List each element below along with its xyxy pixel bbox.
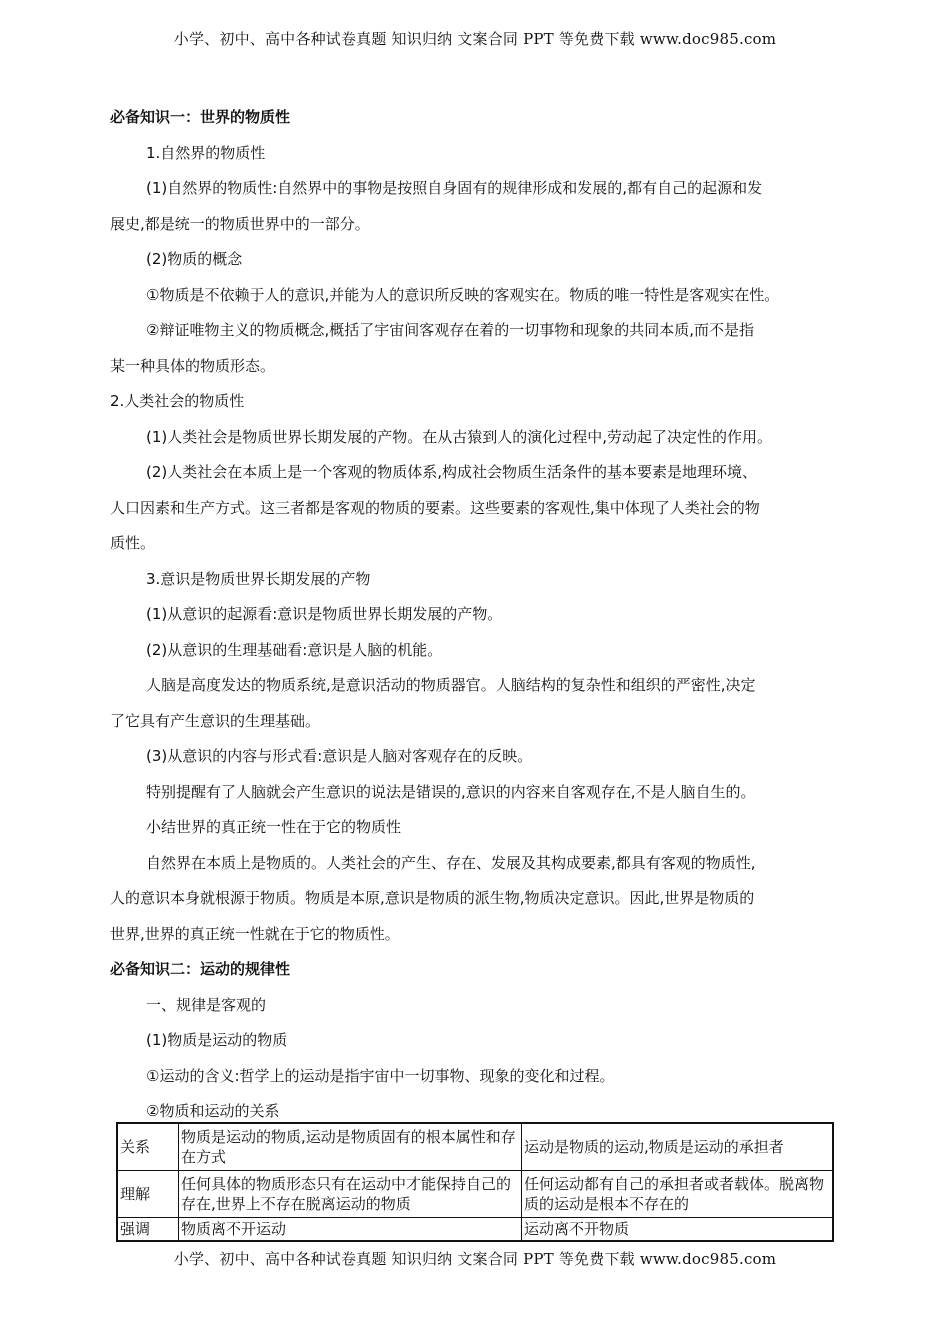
matter-motion-table [116,1122,834,1242]
table-cell-key: 关系 [117,1123,179,1171]
table-cell: 运动是物质的运动,物质是运动的承担者 [522,1123,834,1171]
paragraph-line: 了它具有产生意识的生理基础。 [110,711,321,730]
paragraph-line: 人脑是高度发达的物质系统,是意识活动的物质器官。人脑结构的复杂性和组织的严密性,决定 [146,676,756,694]
subheading: 2.人类社会的物质性 [110,392,245,410]
page-header: 小学、初中、高中各种试卷真题 知识归纳 文案合同 PPT 等免费下载 www.doc985.com [173,30,777,48]
page-footer: 小学、初中、高中各种试卷真题 知识归纳 文案合同 PPT 等免费下载 www.doc985.com [173,1250,777,1268]
paragraph-line: ②物质和运动的关系 [146,1102,280,1120]
table-cell: 任何具体的物质形态只有在运动中才能保持自己的存在,世界上不存在脱离运动的物质 [179,1171,522,1218]
paragraph-line: (1)自然界的物质性:自然界中的事物是按照自身固有的规律形成和发展的,都有自己的起源和发 [146,179,763,197]
paragraph-line: (2)从意识的生理基础看:意识是人脑的机能。 [146,640,443,659]
table-cell: 物质离不开运动 [179,1218,522,1242]
paragraph-line: ①物质是不依赖于人的意识,并能为人的意识所反映的客观实在。物质的唯一特性是客观实在性。 [146,285,780,304]
paragraph-line: (1)物质是运动的物质 [146,1031,288,1049]
document-body [110,103,850,1133]
paragraph-line: (2)物质的概念 [146,250,243,268]
table-row [117,1171,833,1218]
table-row [117,1218,833,1242]
paragraph-line: 自然界在本质上是物质的。人类社会的产生、存在、发展及其构成要素,都具有客观的物质性, [146,853,756,872]
table-cell-key: 理解 [117,1171,179,1218]
paragraph-line: (1)从意识的起源看:意识是物质世界长期发展的产物。 [146,605,503,623]
paragraph-line: 小结世界的真正统一性在于它的物质性 [146,818,402,836]
table-cell: 运动离不开物质 [522,1218,834,1242]
section-heading-2: 必备知识二：运动的规律性 [110,960,291,978]
paragraph-line: 特别提醒有了人脑就会产生意识的说法是错误的,意识的内容来自客观存在,不是人脑自生的。 [146,782,756,801]
table-cell-key: 强调 [117,1218,179,1242]
paragraph-line: 人的意识本身就根源于物质。物质是本原,意识是物质的派生物,物质决定意识。因此,世界是物质的 [110,889,755,907]
paragraph-line: ①运动的含义:哲学上的运动是指宇宙中一切事物、现象的变化和过程。 [146,1066,615,1085]
paragraph-line: 人口因素和生产方式。这三者都是客观的物质的要素。这些要素的客观性,集中体现了人类社会的物 [110,498,760,517]
paragraph-line: 展史,都是统一的物质世界中的一部分。 [110,214,370,233]
paragraph-line: (1)人类社会是物质世界长期发展的产物。在从古猿到人的演化过程中,劳动起了决定性的作用。 [146,427,773,446]
subheading: 一、规律是客观的 [146,995,267,1014]
section-heading-1: 必备知识一：世界的物质性 [110,108,291,126]
subheading: 3.意识是物质世界长期发展的产物 [146,569,371,588]
paragraph-line: 世界,世界的真正统一性就在于它的物质性。 [110,924,400,943]
paragraph-line: ②辩证唯物主义的物质概念,概括了宇宙间客观存在着的一切事物和现象的共同本质,而不是指 [146,321,754,339]
subheading: 1.自然界的物质性 [146,143,266,162]
table-cell: 物质是运动的物质,运动是物质固有的根本属性和存在方式 [179,1123,522,1171]
paragraph-line: (2)人类社会在本质上是一个客观的物质体系,构成社会物质生活条件的基本要素是地理环境、 [146,463,758,481]
paragraph-line: 质性。 [110,534,156,552]
table-row [117,1123,833,1171]
table-cell: 任何运动都有自己的承担者或者载体。脱离物质的运动是根本不存在的 [522,1171,834,1218]
paragraph-line: 某一种具体的物质形态。 [110,356,276,375]
paragraph-line: (3)从意识的内容与形式看:意识是人脑对客观存在的反映。 [146,747,533,765]
